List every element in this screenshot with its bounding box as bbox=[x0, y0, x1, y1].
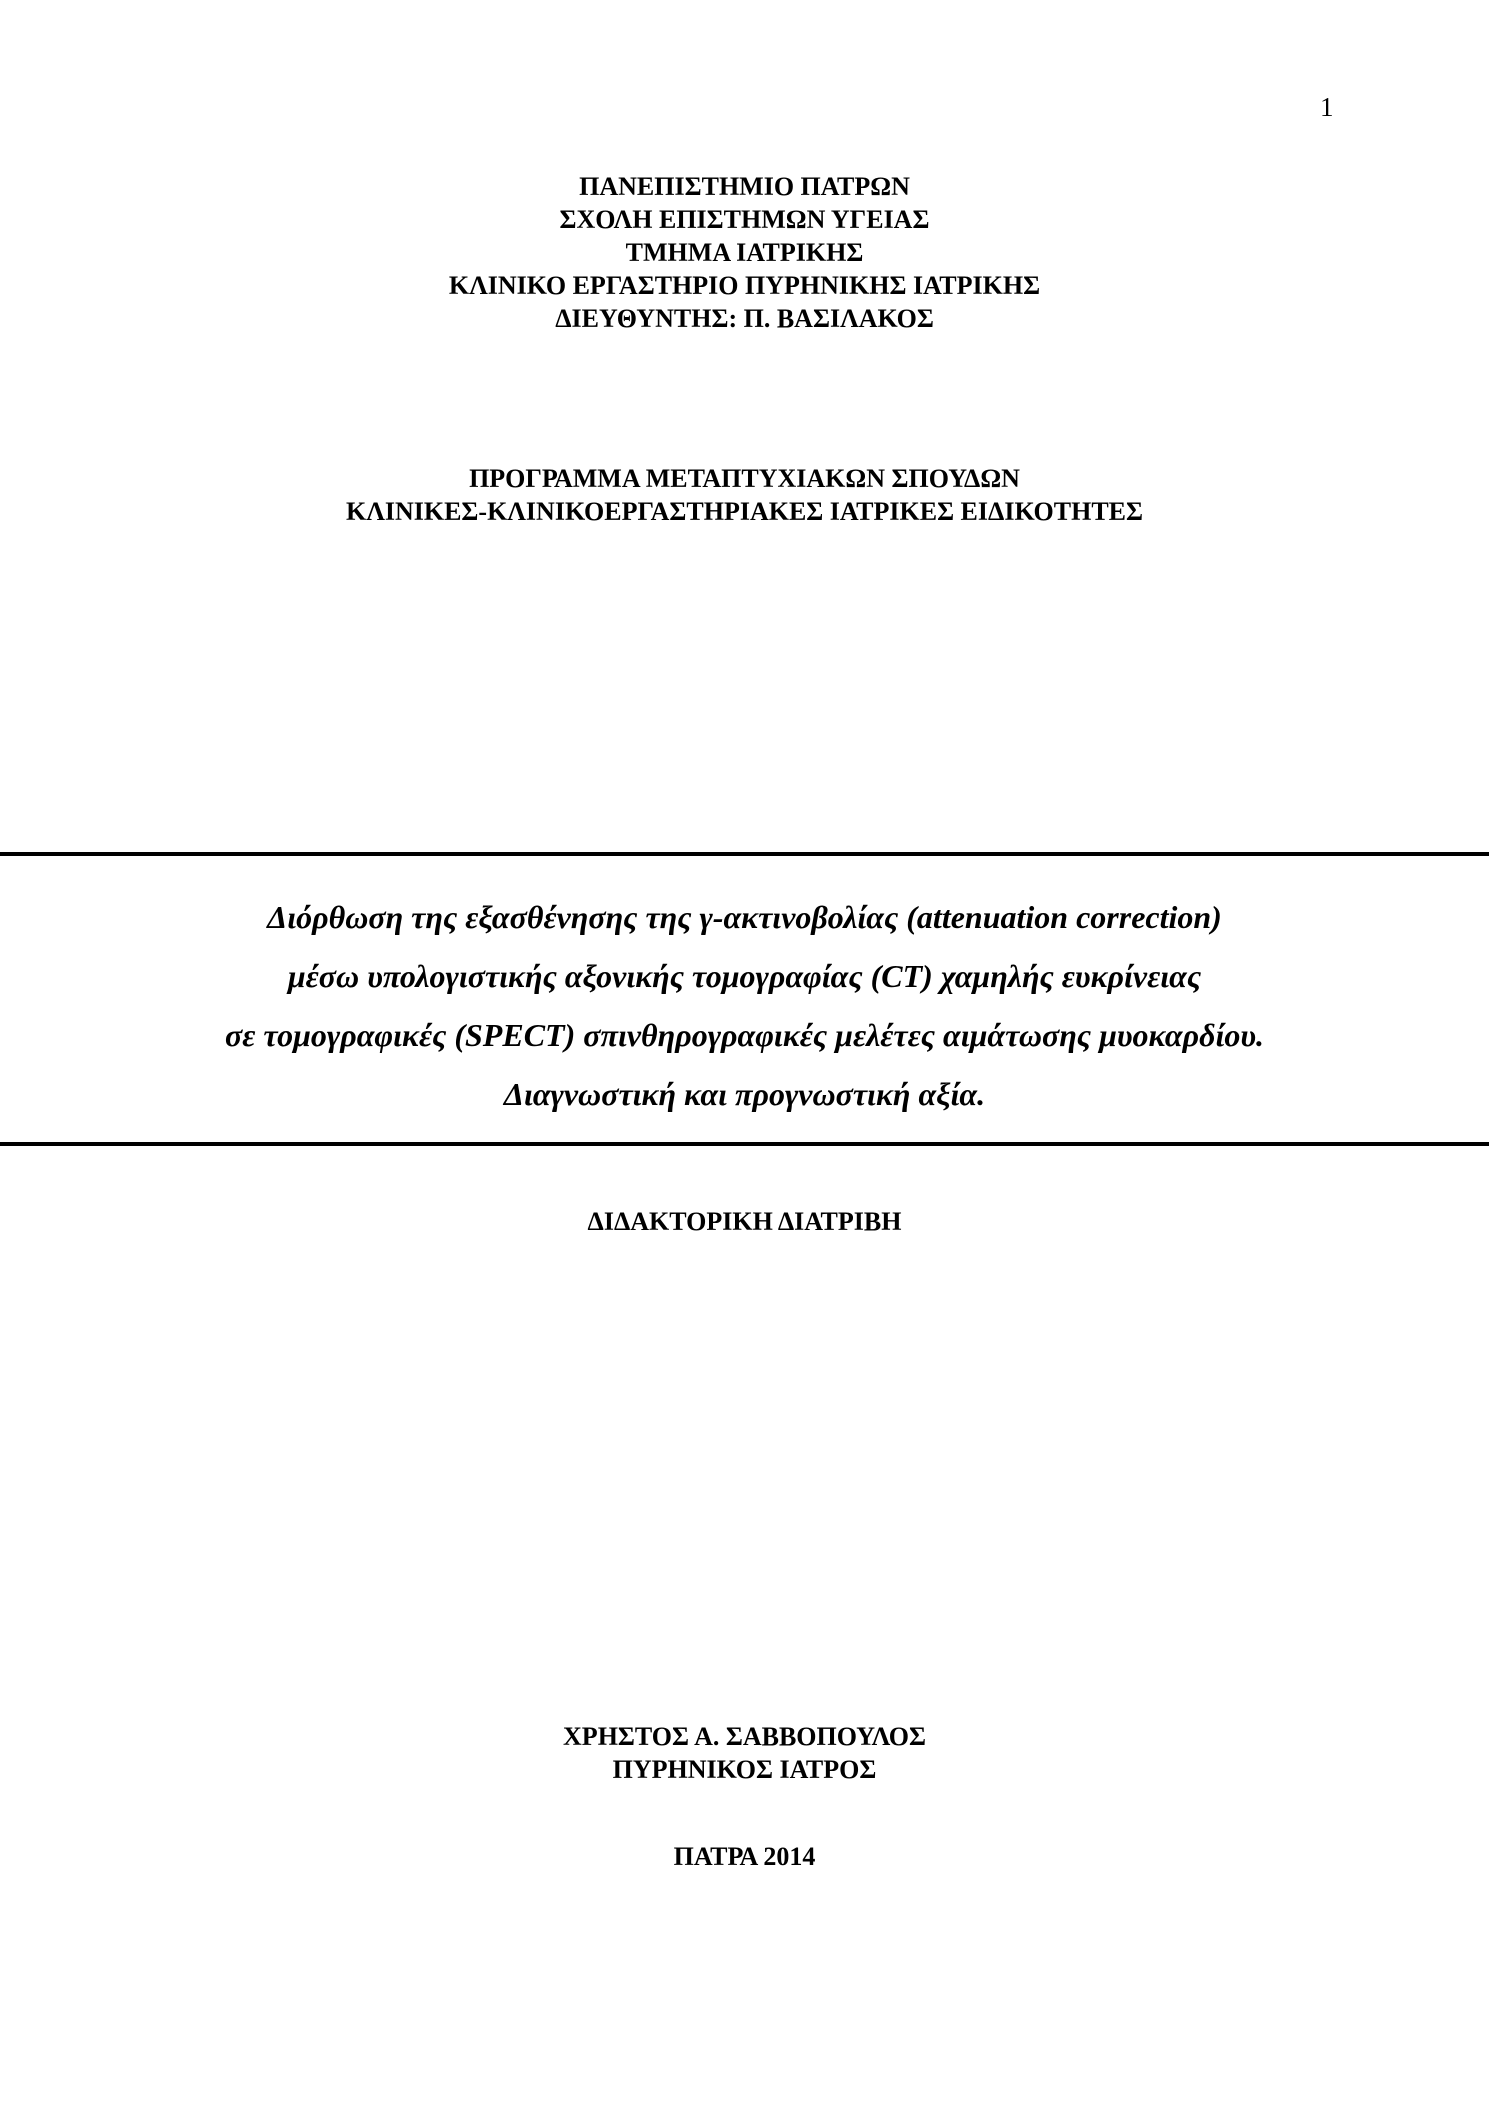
author-profession: ΠΥΡΗΝΙΚΟΣ ΙΑΤΡΟΣ bbox=[612, 1755, 877, 1784]
title-line-4: Διαγνωστική και προγνωστική αξία. bbox=[503, 1076, 986, 1112]
program-name: ΠΡΟΓΡΑΜΜΑ ΜΕΤΑΠΤΥΧΙΑΚΩΝ ΣΠΟΥΔΩΝ bbox=[469, 464, 1020, 493]
laboratory-name: ΚΛΙΝΙΚΟ ΕΡΓΑΣΤΗΡΙΟ ΠΥΡΗΝΙΚΗΣ ΙΑΤΡΙΚΗΣ bbox=[448, 271, 1041, 300]
school-name: ΣΧΟΛΗ ΕΠΙΣΤΗΜΩΝ ΥΓΕΙΑΣ bbox=[559, 205, 930, 234]
document-type-label: ΔΙΔΑΚΤΟΡΙΚΗ ΔΙΑΤΡΙΒΗ bbox=[587, 1207, 902, 1236]
title-rule-bottom bbox=[0, 1142, 1489, 1146]
title-line-2: μέσω υπολογιστικής αξονικής τομογραφίας (CT) χαμηλής ευκρίνειας bbox=[287, 958, 1202, 994]
department-name: ΤΜΗΜΑ ΙΑΤΡΙΚΗΣ bbox=[625, 238, 864, 267]
title-line-1: Διόρθωση της εξασθένησης της γ-ακτινοβολίας (attenuation correction) bbox=[267, 899, 1222, 935]
place-year-block bbox=[0, 1840, 1489, 1873]
author-block bbox=[0, 1720, 1489, 1786]
document-type bbox=[0, 1205, 1489, 1238]
title-rule-top bbox=[0, 852, 1489, 856]
title-line-3: σε τομογραφικές (SPECT) σπινθηρογραφικές μελέτες αιμάτωσης μυοκαρδίου. bbox=[224, 1017, 1265, 1053]
program-header bbox=[0, 462, 1489, 528]
page-number: 1 bbox=[1320, 92, 1334, 122]
university-name: ΠΑΝΕΠΙΣΤΗΜΙΟ ΠΑΤΡΩΝ bbox=[579, 172, 910, 201]
director-name: ΔΙΕΥΘΥΝΤΗΣ: Π. ΒΑΣΙΛΑΚΟΣ bbox=[555, 304, 934, 333]
program-specialties: ΚΛΙΝΙΚΕΣ-ΚΛΙΝΙΚΟΕΡΓΑΣΤΗΡΙΑΚΕΣ ΙΑΤΡΙΚΕΣ ΕΙΔΙΚΟΤΗΤΕΣ bbox=[345, 497, 1144, 526]
institution-header bbox=[0, 170, 1489, 335]
thesis-title bbox=[0, 888, 1489, 1124]
author-name: ΧΡΗΣΤΟΣ Α. ΣΑΒΒΟΠΟΥΛΟΣ bbox=[563, 1722, 926, 1751]
place-year: ΠΑΤΡΑ 2014 bbox=[673, 1842, 816, 1871]
